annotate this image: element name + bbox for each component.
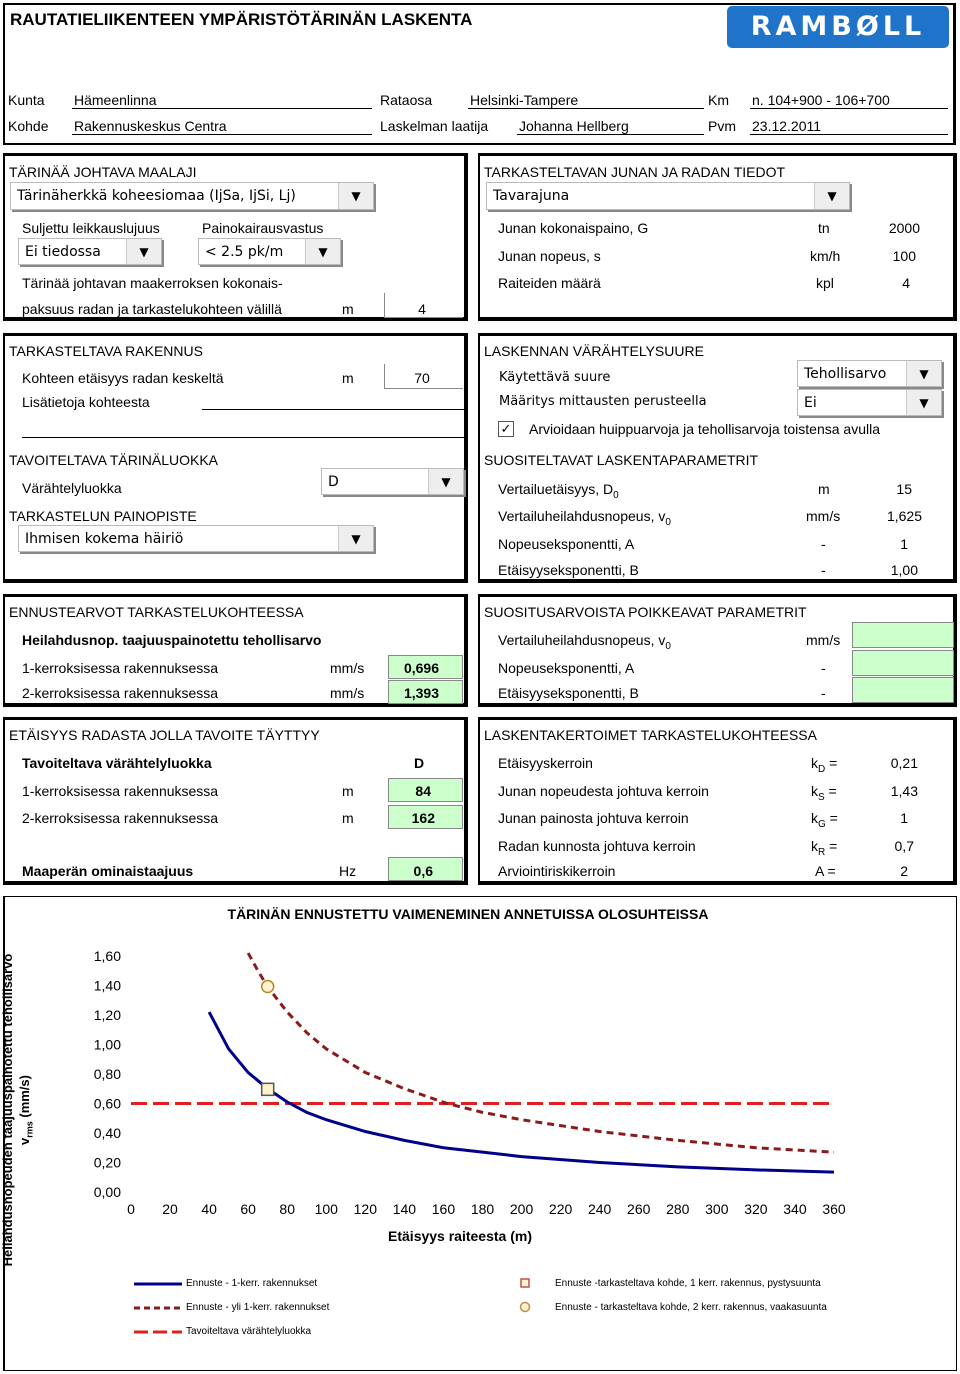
chevron-down-icon[interactable]: ▼ <box>428 469 463 494</box>
poikkeava-unit: mm/s <box>806 632 841 648</box>
kaytettava-dropdown[interactable]: Tehollisarvo ▼ <box>797 360 942 387</box>
point-2kerr-circle <box>262 981 274 993</box>
etaisyys-header: ETÄISYYS RADASTA JOLLA TAVOITE TÄYTTYY <box>9 727 320 743</box>
rataosa-value: Helsinki-Tampere <box>470 92 579 108</box>
etaisyys-row-unit: m <box>342 810 354 826</box>
taajuus-unit: Hz <box>339 863 357 879</box>
juna-row-label: Junan kokonaispaino, G <box>498 220 649 236</box>
legend-markers <box>516 1276 536 1316</box>
ennuste-row-unit: mm/s <box>330 660 365 676</box>
legend-swatches <box>130 1275 190 1345</box>
ennuste-row-value: 0,696 <box>403 660 439 676</box>
param-value: 1,625 <box>886 508 922 524</box>
juna-header: TARKASTELTAVAN JUNAN JA RADAN TIEDOT <box>484 164 786 180</box>
series-line-1kerr <box>209 1012 834 1172</box>
chevron-down-icon[interactable]: ▼ <box>305 239 340 264</box>
brand-logo: RAMBØLL <box>727 6 949 48</box>
etaisyys-row-label: 2-kerroksisessa rakennuksessa <box>22 810 219 826</box>
kerroin-value: 1,43 <box>890 783 918 799</box>
suure-header: LASKENNAN VÄRÄHTELYSUURE <box>484 343 704 359</box>
paino-label: Painokairausvastus <box>202 220 324 236</box>
kohde-value: Rakennuskeskus Centra <box>74 118 227 134</box>
tavoite-header: TAVOITELTAVA TÄRINÄLUOKKA <box>9 452 219 468</box>
x-tick-label: 340 <box>783 1201 807 1217</box>
kerroin-label: Arviointiriskikerroin <box>498 863 616 879</box>
legend-item: Ennuste - tarkasteltava kohde, 2 kerr. rakennus, vaakasuunta <box>555 1302 827 1313</box>
kerroin-value: 2 <box>900 863 908 879</box>
param-unit: mm/s <box>806 508 841 524</box>
kertoimet-header: LASKENTAKERTOIMET TARKASTELUKOHTEESSA <box>484 727 817 743</box>
param-label: Vertailuetäisyys, $D_0$ <box>498 481 619 501</box>
juna-row-value[interactable]: 4 <box>902 275 910 291</box>
paino-dropdown[interactable]: < 2.5 pk/m ▼ <box>198 238 341 265</box>
maaritys-dropdown[interactable]: Ei ▼ <box>797 389 942 416</box>
etaisyys-row-value: 162 <box>411 810 435 826</box>
ennuste-header: ENNUSTEARVOT TARKASTELUKOHTEESSA <box>9 604 304 620</box>
x-tick-label: 300 <box>705 1201 729 1217</box>
y-tick-label: 0,60 <box>93 1095 121 1112</box>
juna-row-label: Junan nopeus, s <box>498 248 601 264</box>
param-label: Vertailuheilahdusnopeus, $v_0$ <box>498 508 671 528</box>
legend-item: Ennuste -tarkasteltava kohde, 1 kerr. rakennus, pystysuunta <box>555 1278 821 1289</box>
y-tick-label: 0,00 <box>93 1184 121 1200</box>
pvm-value: 23.12.2011 <box>752 118 822 134</box>
parametrit-header: SUOSITELTAVAT LASKENTAPARAMETRIT <box>484 452 759 468</box>
chevron-down-icon[interactable]: ▼ <box>338 183 373 209</box>
leikkaus-dropdown[interactable]: Ei tiedossa ▼ <box>18 238 162 265</box>
legend-circle-marker <box>521 1303 530 1312</box>
kerros-value: 4 <box>418 301 426 317</box>
rakennus-header: TARKASTELTAVA RAKENNUS <box>9 343 203 359</box>
param-unit: - <box>821 536 826 552</box>
etaisyys-row-value: 84 <box>415 783 431 799</box>
x-tick-label: 40 <box>201 1201 217 1217</box>
x-tick-label: 180 <box>470 1201 495 1217</box>
kaytettava-label: Käytettävä suure <box>499 370 611 385</box>
arvio-checkbox-label: Arvioidaan huippuarvoja ja tehollisarvoja toistensa avulla <box>529 421 880 437</box>
lisatieto-label: Lisätietoja kohteesta <box>22 394 150 410</box>
kerros-label-2: paksuus radan ja tarkastelukohteen välillä <box>22 301 282 317</box>
kerroin-symbol: $k_S$ = <box>811 783 837 803</box>
chevron-down-icon[interactable]: ▼ <box>126 239 161 264</box>
etaisyys-value: 70 <box>414 370 430 386</box>
etaisyys-row-unit: m <box>342 783 354 799</box>
luokka-dropdown[interactable]: D ▼ <box>321 468 464 495</box>
chevron-down-icon[interactable]: ▼ <box>906 390 941 415</box>
x-tick-label: 20 <box>162 1201 178 1217</box>
param-value: 15 <box>896 481 912 497</box>
chart-xlabel: Etäisyys raiteesta (m) <box>388 1228 532 1244</box>
legend-item: Ennuste - 1-kerr. rakennukset <box>186 1278 318 1289</box>
kerroin-label: Etäisyyskerroin <box>498 755 593 771</box>
poikkeava-label: Nopeuseksponentti, A <box>498 660 635 676</box>
juna-row-unit: km/h <box>810 248 841 264</box>
laatija-value: Johanna Hellberg <box>519 118 629 134</box>
x-tick-label: 260 <box>627 1201 651 1217</box>
x-tick-label: 100 <box>314 1201 338 1217</box>
x-tick-label: 120 <box>353 1201 378 1217</box>
km-label: Km <box>708 92 729 108</box>
kerroin-symbol: $k_D$ = <box>811 755 838 775</box>
chart-ylabel: Heilahdusnopeuden taajuuspainotettu tehollisarvo $v_{rms}$ (mm/s) <box>0 953 35 1267</box>
y-tick-label: 1,60 <box>93 948 121 964</box>
param-value: 1 <box>900 536 908 552</box>
arvio-checkbox[interactable]: ✓ <box>498 421 514 437</box>
ennuste-row-unit: mm/s <box>330 685 365 701</box>
y-tick-label: 0,40 <box>93 1125 121 1141</box>
ennuste-row-value: 1,393 <box>403 685 439 701</box>
poikkeava-label: Vertailuheilahdusnopeus, $v_0$ <box>498 632 671 652</box>
param-label: Nopeuseksponentti, A <box>498 536 635 552</box>
maalaji-header: TÄRINÄÄ JOHTAVA MAALAJI <box>9 164 197 180</box>
chart-title: TÄRINÄN ENNUSTETTU VAIMENEMINEN ANNETUISSA OLOSUHTEISSA <box>227 906 709 922</box>
poikkeava-unit: - <box>821 685 826 701</box>
juna-row-unit: kpl <box>816 275 834 291</box>
chevron-down-icon[interactable]: ▼ <box>906 361 941 386</box>
kerroin-symbol: A = <box>815 863 836 879</box>
kerroin-symbol: $k_R$ = <box>811 838 838 858</box>
juna-row-value[interactable]: 2000 <box>888 220 920 236</box>
km-value: n. 104+900 - 106+700 <box>752 92 890 108</box>
taajuus-value: 0,6 <box>413 863 433 879</box>
poikkeava-unit: - <box>821 660 826 676</box>
kerroin-label: Junan nopeudesta johtuva kerroin <box>498 783 709 799</box>
etaisyys-unit: m <box>342 370 354 386</box>
laatija-label: Laskelman laatija <box>380 118 489 134</box>
ennuste-row-label: 2-kerroksisessa rakennuksessa <box>22 685 219 701</box>
x-tick-label: 360 <box>822 1201 846 1217</box>
rataosa-label: Rataosa <box>380 92 433 108</box>
taajuus-label: Maaperän ominaistaajuus <box>22 863 194 879</box>
param-label: Etäisyyseksponentti, B <box>498 562 639 578</box>
x-tick-label: 200 <box>509 1201 534 1217</box>
param-unit: - <box>821 562 826 578</box>
painopiste-dropdown[interactable]: Ihmisen kokema häiriö ▼ <box>18 525 374 552</box>
ennuste-subheader: Heilahdusnop. taajuuspainotettu tehollisarvo <box>22 632 322 648</box>
kerroin-value: 1 <box>900 810 908 826</box>
juna-row-unit: tn <box>818 220 830 236</box>
x-tick-label: 240 <box>587 1201 612 1217</box>
x-tick-label: 0 <box>127 1201 135 1217</box>
page-title: RAUTATIELIIKENTEEN YMPÄRISTÖTÄRINÄN LASKENTA <box>10 10 473 29</box>
kerros-unit: m <box>342 301 354 317</box>
pvm-label: Pvm <box>708 118 736 134</box>
etaisyys-row-label: 1-kerroksisessa rakennuksessa <box>22 783 219 799</box>
x-tick-label: 220 <box>548 1201 573 1217</box>
y-tick-label: 1,00 <box>93 1036 121 1053</box>
maalaji-dropdown[interactable]: Tärinäherkkä koheesiomaa (IjSa, IjSi, Lj) ▼ <box>10 182 374 210</box>
param-value: 1,00 <box>890 562 918 578</box>
kerroin-symbol: $k_G$ = <box>811 810 838 830</box>
point-1kerr-square <box>262 1083 274 1095</box>
kunta-label: Kunta <box>8 92 45 108</box>
x-tick-label: 160 <box>431 1201 456 1217</box>
x-tick-label: 320 <box>744 1201 768 1217</box>
kerros-label-1: Tärinää johtavan maakerroksen kokonais- <box>22 275 283 291</box>
chevron-down-icon[interactable]: ▼ <box>338 526 373 551</box>
maaritys-label: Määritys mittausten perusteella <box>499 394 707 409</box>
etaisyys-luokka-value: D <box>414 755 425 771</box>
x-tick-label: 280 <box>666 1201 690 1217</box>
poikkeavat-header: SUOSITUSARVOISTA POIKKEAVAT PARAMETRIT <box>484 604 807 620</box>
luokka-label: Värähtelyluokka <box>22 480 122 496</box>
juna-row-label: Raiteiden määrä <box>498 275 601 291</box>
kohde-label: Kohde <box>8 118 49 134</box>
juna-dropdown[interactable]: Tavarajuna ▼ <box>486 182 850 210</box>
kerroin-value: 0,21 <box>890 755 918 771</box>
etaisyys-label: Kohteen etäisyys radan keskeltä <box>22 370 224 386</box>
kunta-value: Hämeenlinna <box>74 92 157 108</box>
painopiste-header: TARKASTELUN PAINOPISTE <box>9 508 197 524</box>
poikkeava-label: Etäisyyseksponentti, B <box>498 685 639 701</box>
legend-square-marker <box>521 1279 529 1287</box>
y-tick-label: 1,40 <box>93 977 121 994</box>
kerroin-value: 0,7 <box>894 838 914 854</box>
etaisyys-luokka-label: Tavoiteltava värähtelyluokka <box>22 755 212 771</box>
y-tick-label: 0,80 <box>93 1066 121 1082</box>
legend-item: Ennuste - yli 1-kerr. rakennukset <box>186 1302 330 1313</box>
param-unit: m <box>818 481 830 497</box>
x-tick-label: 80 <box>279 1201 296 1217</box>
x-tick-label: 60 <box>240 1201 256 1217</box>
kerroin-label: Radan kunnosta johtuva kerroin <box>498 838 696 854</box>
legend-item: Tavoiteltava värähtelyluokka <box>186 1326 312 1337</box>
y-tick-label: 1,20 <box>93 1007 121 1023</box>
leikkaus-label: Suljettu leikkauslujuus <box>22 220 160 236</box>
ennuste-row-label: 1-kerroksisessa rakennuksessa <box>22 660 219 676</box>
x-tick-label: 140 <box>392 1201 417 1217</box>
y-tick-label: 0,20 <box>93 1154 121 1171</box>
chevron-down-icon[interactable]: ▼ <box>814 183 849 209</box>
kerroin-label: Junan painosta johtuva kerroin <box>498 810 689 826</box>
juna-row-value[interactable]: 100 <box>892 248 916 264</box>
